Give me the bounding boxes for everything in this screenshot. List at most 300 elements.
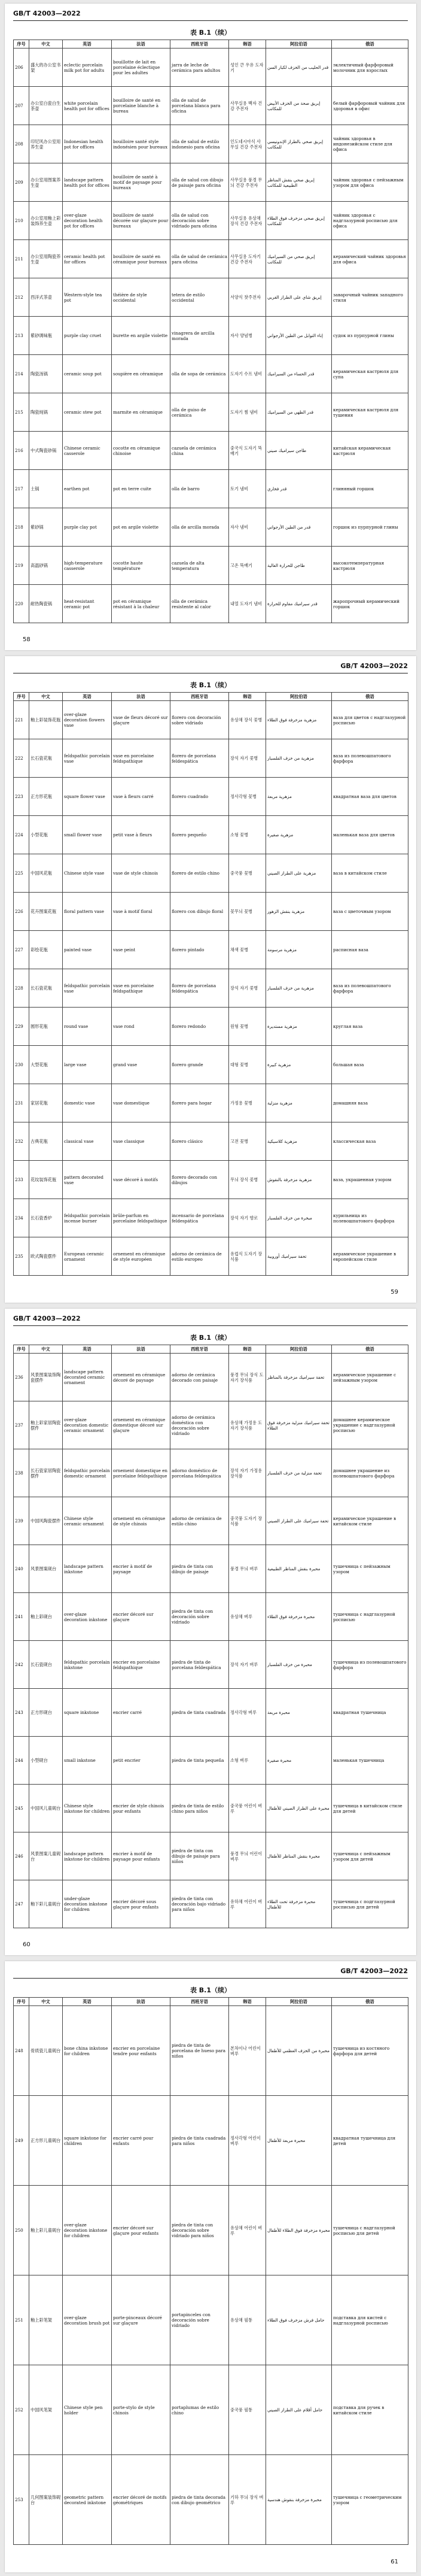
chinese-cell: 釉下彩儿童砚台 xyxy=(29,1880,63,1928)
russian-cell: подставка для кистей с надглазурной росписью xyxy=(332,2275,408,2365)
spanish-cell: florero pequeño xyxy=(170,816,229,854)
chinese-cell: 风景图案装饰陶瓷摆件 xyxy=(29,1354,63,1401)
chinese-cell: 办公室白瓷白生茶壶 xyxy=(29,87,63,125)
english-cell: feldspathic porcelain vase xyxy=(63,739,112,778)
table-row xyxy=(14,1497,408,1545)
arabic-cell: مزهرية من خزف الفلسبار xyxy=(266,739,332,778)
column-header: 中文 xyxy=(29,1998,63,2006)
row-number-cell: 208 xyxy=(14,125,29,163)
french-cell: théière de style occidental xyxy=(112,278,170,317)
spanish-cell: portapinceles con decoración sobre vidriado xyxy=(170,2275,229,2365)
spanish-cell: piedra de tinta cuadrada para niños xyxy=(170,2096,229,2186)
page-number: 58 xyxy=(23,636,30,643)
english-cell: round vase xyxy=(63,1008,112,1046)
english-cell: square inkstone xyxy=(63,1689,112,1737)
row-number-cell: 238 xyxy=(14,1449,29,1497)
arabic-cell: محبرة بنقش المناظر للأطفال xyxy=(266,1832,332,1880)
row-number-cell: 219 xyxy=(14,547,29,585)
chinese-cell: 釉上彩家居陶瓷摆件 xyxy=(29,1401,63,1449)
korean-cell: 정사각형 꽃병 xyxy=(229,778,266,816)
row-number-cell: 253 xyxy=(14,2455,29,2545)
row-number-cell: 247 xyxy=(14,1880,29,1928)
english-cell: floral pattern vase xyxy=(63,893,112,931)
korean-cell: 무늬 장식 꽃병 xyxy=(229,1161,266,1199)
column-header: 韩语 xyxy=(229,693,266,701)
chinese-cell: 中国风笔架 xyxy=(29,2365,63,2455)
table-row xyxy=(14,1689,408,1737)
korean-cell: 사무실용 도자기 건강 주전자 xyxy=(229,240,266,278)
korean-cell: 성인 큰 우유 도자기 xyxy=(229,48,266,87)
chinese-cell: 花纹装饰花瓶 xyxy=(29,1161,63,1199)
russian-cell: тушечница из полевошпатового фарфора xyxy=(332,1641,408,1689)
row-number-cell: 224 xyxy=(14,816,29,854)
french-cell: soupière en céramique xyxy=(112,355,170,393)
french-cell: ornement en céramique domestique décoré sur glaçure xyxy=(112,1401,170,1449)
english-cell: Chinese style inkstone for children xyxy=(63,1785,112,1832)
table-row xyxy=(14,202,408,240)
table-row xyxy=(14,278,408,317)
french-cell: grand vase xyxy=(112,1046,170,1084)
running-header: GB/T 42003—2022 xyxy=(340,1967,408,1975)
table-row xyxy=(14,739,408,778)
english-cell: landscape pattern health pot for offices xyxy=(63,163,112,202)
arabic-cell: إبريق صحي بنقش المناظر الطبيعية للمكاتب xyxy=(266,163,332,202)
russian-cell: чайник здоровья с надглазурной росписью для офиса xyxy=(332,202,408,240)
russian-cell: тушечница с пейзажным узором xyxy=(332,1545,408,1593)
table-header-row xyxy=(14,693,408,701)
english-cell: feldspathic porcelain inkstone xyxy=(63,1641,112,1689)
arabic-cell: محبرة من خزف الفلسبار xyxy=(266,1641,332,1689)
document-page xyxy=(5,1309,416,1955)
english-cell: geometric pattern decorated inkstone xyxy=(63,2455,112,2545)
english-cell: high-temperature casserole xyxy=(63,547,112,585)
korean-cell: 중국풍 도자기 장식품 xyxy=(229,1497,266,1545)
arabic-cell: حامل فرش مزخرف فوق الطلاء xyxy=(266,2275,332,2365)
running-header: GB/T 42003—2022 xyxy=(13,10,81,17)
arabic-cell: إبريق صحي بالطراز الإندونيسي للمكاتب xyxy=(266,125,332,163)
spanish-cell: olla de salud de estilo indonesio para oficina xyxy=(170,125,229,163)
french-cell: vase peint xyxy=(112,931,170,969)
french-cell: encrier décoré de motifs géométriques xyxy=(112,2455,170,2545)
table-row xyxy=(14,893,408,931)
spanish-cell: olla de salud de porcelana blanca para oficina xyxy=(170,87,229,125)
column-header: 中文 xyxy=(29,1345,63,1354)
column-header: 英语 xyxy=(63,40,112,48)
english-cell: purple clay pot xyxy=(63,508,112,547)
korean-cell: 정사각형 벼루 xyxy=(229,1689,266,1737)
french-cell: bouilloire santé style indonésien pour bureaux xyxy=(112,125,170,163)
korean-cell: 소형 꽃병 xyxy=(229,816,266,854)
korean-cell: 기하 무늬 장식 벼루 xyxy=(229,2455,266,2545)
spanish-cell: portaplumas de estilo chino xyxy=(170,2365,229,2455)
chinese-cell: 釉上彩笔架 xyxy=(29,2275,63,2365)
column-header: 英语 xyxy=(63,1998,112,2006)
russian-cell: квадратная ваза для цветов xyxy=(332,778,408,816)
english-cell: earthen pot xyxy=(63,470,112,508)
korean-cell: 중국풍 어린이 벼루 xyxy=(229,1785,266,1832)
column-header: 序号 xyxy=(14,1998,29,2006)
arabic-cell: قدر الحساء من السيراميك xyxy=(266,355,332,393)
korean-cell: 인도네시아식 사무실 건강 주전자 xyxy=(229,125,266,163)
russian-cell: высокотемпературная кастрюля xyxy=(332,547,408,585)
table-row xyxy=(14,547,408,585)
row-number-cell: 250 xyxy=(14,2186,29,2275)
russian-cell: курильница из полевошпатового фарфора xyxy=(332,1199,408,1237)
spanish-cell: vinagrera de arcilla morada xyxy=(170,317,229,355)
chinese-cell: 大型花瓶 xyxy=(29,1046,63,1084)
korean-cell: 채색 꽃병 xyxy=(229,931,266,969)
chinese-cell: 办公室用图案养生壶 xyxy=(29,163,63,202)
english-cell: over-glaze decoration flowers vase xyxy=(63,701,112,739)
russian-cell: классическая ваза xyxy=(332,1122,408,1161)
korean-cell: 유상채 필통 xyxy=(229,2275,266,2365)
chinese-cell: 釉上彩砚台 xyxy=(29,1593,63,1641)
russian-cell: белый фарфоровый чайник для здоровья в офис xyxy=(332,87,408,125)
table-row xyxy=(14,470,408,508)
korean-cell: 장석 자기 꽃병 xyxy=(229,739,266,778)
arabic-cell: قدر فخاري xyxy=(266,470,332,508)
table-row xyxy=(14,2365,408,2455)
russian-cell: тушечница в китайском стиле для детей xyxy=(332,1785,408,1832)
arabic-cell: مزهرية منزلية xyxy=(266,1084,332,1122)
korean-cell: 장석 자기 향로 xyxy=(229,1199,266,1237)
spanish-cell: piedra de tinta de porcelana de hueso para niños xyxy=(170,2006,229,2096)
chinese-cell: 西洋式茶壶 xyxy=(29,278,63,317)
russian-cell: квадратная тушечница для детей xyxy=(332,2096,408,2186)
chinese-cell: 盛大的办公室书架 xyxy=(29,48,63,87)
row-number-cell: 214 xyxy=(14,355,29,393)
russian-cell: ваза, украшенная узором xyxy=(332,1161,408,1199)
column-header: 西班牙语 xyxy=(170,40,229,48)
korean-cell: 유상채 가정용 도자기 장식품 xyxy=(229,1401,266,1449)
column-header: 西班牙语 xyxy=(170,1998,229,2006)
chinese-cell: 办公室用釉上彩装饰养生壶 xyxy=(29,202,63,240)
column-header: 阿拉伯语 xyxy=(266,1998,332,2006)
column-header: 中文 xyxy=(29,40,63,48)
row-number-cell: 249 xyxy=(14,2096,29,2186)
english-cell: ceramic health pot for offices xyxy=(63,240,112,278)
column-header: 西班牙语 xyxy=(170,693,229,701)
row-number-cell: 222 xyxy=(14,739,29,778)
arabic-cell: مزهرية كبيرة xyxy=(266,1046,332,1084)
english-cell: over-glaze decoration inkstone xyxy=(63,1593,112,1641)
table-row xyxy=(14,1832,408,1880)
russian-cell: керамическая кастрюля для супа xyxy=(332,355,408,393)
french-cell: vase à motif floral xyxy=(112,893,170,931)
english-cell: Chinese ceramic casserole xyxy=(63,432,112,470)
table-row xyxy=(14,125,408,163)
arabic-cell: تحفة منزلية من خزف الفلسبار xyxy=(266,1449,332,1497)
english-cell: square inkstone for children xyxy=(63,2096,112,2186)
document-page xyxy=(5,656,416,1303)
table-row xyxy=(14,240,408,278)
chinese-cell: 正方形花瓶 xyxy=(29,778,63,816)
row-number-cell: 245 xyxy=(14,1785,29,1832)
french-cell: vase classique xyxy=(112,1122,170,1161)
russian-cell: керамический чайник здоровья для офиса xyxy=(332,240,408,278)
russian-cell: керамическое украшение в китайском стиле xyxy=(332,1497,408,1545)
korean-cell: 사무실용 백자 건강 주전자 xyxy=(229,87,266,125)
row-number-cell: 236 xyxy=(14,1354,29,1401)
russian-cell: круглая ваза xyxy=(332,1008,408,1046)
french-cell: encrier décoré sous glaçure pour enfants xyxy=(112,1880,170,1928)
running-header: GB/T 42003—2022 xyxy=(340,662,408,670)
table-row xyxy=(14,1122,408,1161)
spanish-cell: florero clásico xyxy=(170,1122,229,1161)
table-row xyxy=(14,1880,408,1928)
russian-cell: судок из пурпурной глины xyxy=(332,317,408,355)
french-cell: pot en argile violette xyxy=(112,508,170,547)
chinese-cell: 正方形砚台 xyxy=(29,1689,63,1737)
korean-cell: 도자기 수프 냄비 xyxy=(229,355,266,393)
row-number-cell: 217 xyxy=(14,470,29,508)
spanish-cell: florero de porcelana feldespática xyxy=(170,969,229,1008)
row-number-cell: 240 xyxy=(14,1545,29,1593)
english-cell: under-glaze decoration inkstone for children xyxy=(63,1880,112,1928)
arabic-cell: مزهرية مستديرة xyxy=(266,1008,332,1046)
spanish-cell: florero de porcelana feldespática xyxy=(170,739,229,778)
russian-cell: большая ваза xyxy=(332,1046,408,1084)
column-header: 法语 xyxy=(112,693,170,701)
arabic-cell: محبرة من الخزف العظمي للأطفال xyxy=(266,2006,332,2096)
spanish-cell: florero redondo xyxy=(170,1008,229,1046)
table-title: 表 B.1（续） xyxy=(190,1334,231,1342)
row-number-cell: 210 xyxy=(14,202,29,240)
english-cell: feldspathic porcelain domestic ornament xyxy=(63,1449,112,1497)
korean-cell: 도자기 찜 냄비 xyxy=(229,393,266,432)
column-header: 阿拉伯语 xyxy=(266,693,332,701)
russian-cell: ваза из полевошпатового фарфора xyxy=(332,739,408,778)
french-cell: ornement en céramique de style chinois xyxy=(112,1497,170,1545)
terminology-table xyxy=(13,692,408,1276)
row-number-cell: 248 xyxy=(14,2006,29,2096)
english-cell: Chinese style pen holder xyxy=(63,2365,112,2455)
arabic-cell: محبرة مربعة xyxy=(266,1689,332,1737)
table-row xyxy=(14,854,408,893)
column-header: 韩语 xyxy=(229,1998,266,2006)
arabic-cell: مزهرية بنقش الزهور xyxy=(266,893,332,931)
table-row xyxy=(14,163,408,202)
russian-cell: тушечница с надглазурной росписью для детей xyxy=(332,2186,408,2275)
arabic-cell: طاجن للحرارة العالية xyxy=(266,547,332,585)
french-cell: cocotte en céramique chinoise xyxy=(112,432,170,470)
spanish-cell: adorno de cerámica doméstica con decoración sobre vidriado xyxy=(170,1401,229,1449)
arabic-cell: إبريق صحي مزخرف فوق الطلاء للمكاتب xyxy=(266,202,332,240)
arabic-cell: محبرة صغيرة xyxy=(266,1737,332,1785)
chinese-cell: 中国风陶瓷摆件 xyxy=(29,1497,63,1545)
table-row xyxy=(14,2186,408,2275)
row-number-cell: 226 xyxy=(14,893,29,931)
row-number-cell: 215 xyxy=(14,393,29,432)
french-cell: cocotte haute température xyxy=(112,547,170,585)
chinese-cell: 家居花瓶 xyxy=(29,1084,63,1122)
russian-cell: чайник здоровья в индонезийском стиле для офиса xyxy=(332,125,408,163)
korean-cell: 유상채 벼루 xyxy=(229,1593,266,1641)
running-header: GB/T 42003—2022 xyxy=(13,1315,81,1322)
french-cell: porte-pinceaux décoré sur glaçure xyxy=(112,2275,170,2365)
row-number-cell: 246 xyxy=(14,1832,29,1880)
arabic-cell: مزهرية مزخرفة فوق الطلاء xyxy=(266,701,332,739)
table-row xyxy=(14,317,408,355)
column-header: 西班牙语 xyxy=(170,1345,229,1354)
english-cell: eclectic porcelain milk pot for adults xyxy=(63,48,112,87)
english-cell: European ceramic ornament xyxy=(63,1237,112,1276)
column-header: 英语 xyxy=(63,693,112,701)
row-number-cell: 239 xyxy=(14,1497,29,1545)
arabic-cell: محبرة مزخرفة بنقوش هندسية xyxy=(266,2455,332,2545)
russian-cell: домашнее украшение из полевошпатового фарфора xyxy=(332,1449,408,1497)
row-number-cell: 237 xyxy=(14,1401,29,1449)
chinese-cell: 正方形儿童砚台 xyxy=(29,2096,63,2186)
chinese-cell: 紫砂调味瓶 xyxy=(29,317,63,355)
french-cell: vase en porcelaine feldspathique xyxy=(112,739,170,778)
row-number-cell: 220 xyxy=(14,585,29,623)
korean-cell: 유럽식 도자기 장식품 xyxy=(229,1237,266,1276)
arabic-cell: مزهرية مزخرفة بالنقوش xyxy=(266,1161,332,1199)
chinese-cell: 中国风花瓶 xyxy=(29,854,63,893)
table-row xyxy=(14,355,408,393)
french-cell: bouillotte de lait en porcelaine éclectique pour les adultes xyxy=(112,48,170,87)
spanish-cell: piedra de tinta decorada con dibujo geométrico xyxy=(170,2455,229,2545)
english-cell: over-glaze decoration brush pot xyxy=(63,2275,112,2365)
row-number-cell: 221 xyxy=(14,701,29,739)
korean-cell: 토기 냄비 xyxy=(229,470,266,508)
arabic-cell: محبرة مزخرفة فوق الطلاء xyxy=(266,1593,332,1641)
page-number: 61 xyxy=(391,2559,398,2565)
spanish-cell: cazuela de cerámica china xyxy=(170,432,229,470)
korean-cell: 소형 벼루 xyxy=(229,1737,266,1785)
chinese-cell: 长石瓷香炉 xyxy=(29,1199,63,1237)
french-cell: encrier carré xyxy=(112,1689,170,1737)
table-row xyxy=(14,1046,408,1084)
spanish-cell: florero de estilo chino xyxy=(170,854,229,893)
french-cell: vase de style chinois xyxy=(112,854,170,893)
arabic-cell: قدر الطهي من السيراميك xyxy=(266,393,332,432)
table-row xyxy=(14,1737,408,1785)
spanish-cell: jarra de leche de cerámica para adultos xyxy=(170,48,229,87)
arabic-cell: مزهرية صغيرة xyxy=(266,816,332,854)
chinese-cell: 釉上彩装饰花瓶 xyxy=(29,701,63,739)
header-rule xyxy=(13,1325,408,1326)
russian-cell: подставка для ручек в китайском стиле xyxy=(332,2365,408,2455)
column-header: 序号 xyxy=(14,40,29,48)
english-cell: small inkstone xyxy=(63,1737,112,1785)
row-number-cell: 233 xyxy=(14,1161,29,1199)
spanish-cell: adorno de cerámica de estilo europeo xyxy=(170,1237,229,1276)
arabic-cell: محبرة مربعة للأطفال xyxy=(266,2096,332,2186)
korean-cell: 본차이나 어린이 벼루 xyxy=(229,2006,266,2096)
spanish-cell: cazuela de alta temperatura xyxy=(170,547,229,585)
french-cell: encrier en porcelaine feldspathique xyxy=(112,1641,170,1689)
row-number-cell: 232 xyxy=(14,1122,29,1161)
russian-cell: тушечница с геометрическим узором xyxy=(332,2455,408,2545)
column-header: 俄语 xyxy=(332,1345,408,1354)
korean-cell: 장석 자기 꽃병 xyxy=(229,969,266,1008)
chinese-cell: 办公室用陶瓷养生壶 xyxy=(29,240,63,278)
arabic-cell: مزهرية مرسومة xyxy=(266,931,332,969)
column-header: 阿拉伯语 xyxy=(266,1345,332,1354)
chinese-cell: 耐热陶瓷锅 xyxy=(29,585,63,623)
table-row xyxy=(14,1449,408,1497)
russian-cell: глиняный горшок xyxy=(332,470,408,508)
french-cell: bouilloire de santé en porcelaine blanche à bureau xyxy=(112,87,170,125)
english-cell: square flower vase xyxy=(63,778,112,816)
chinese-cell: 陶瓷汤锅 xyxy=(29,355,63,393)
chinese-cell: 长石瓷花瓶 xyxy=(29,969,63,1008)
chinese-cell: 花卉图案花瓶 xyxy=(29,893,63,931)
french-cell: vase décoré à motifs xyxy=(112,1161,170,1199)
french-cell: pot en céramique résistant à la chaleur xyxy=(112,585,170,623)
spanish-cell: incensario de porcelana feldespática xyxy=(170,1199,229,1237)
russian-cell: жаропрочный керамический горшок xyxy=(332,585,408,623)
column-header: 俄语 xyxy=(332,40,408,48)
english-cell: feldspathic porcelain incense burner xyxy=(63,1199,112,1237)
korean-cell: 유하채 어린이 벼루 xyxy=(229,1880,266,1928)
page-number: 59 xyxy=(391,1289,398,1295)
korean-cell: 대형 꽃병 xyxy=(229,1046,266,1084)
chinese-cell: 中国风儿童砚台 xyxy=(29,1785,63,1832)
french-cell: encrier de style chinois pour enfants xyxy=(112,1785,170,1832)
spanish-cell: olla de salud de cerámica para oficina xyxy=(170,240,229,278)
russian-cell: горшок из пурпурной глины xyxy=(332,508,408,547)
terminology-table xyxy=(13,40,408,623)
arabic-cell: محبرة مزخرفة تحت الطلاء للأطفال xyxy=(266,1880,332,1928)
spanish-cell: adorno doméstico de porcelana feldespática xyxy=(170,1449,229,1497)
arabic-cell: تحفة سيراميك مزخرفة بالمناظر xyxy=(266,1354,332,1401)
korean-cell: 서양식 찻주전자 xyxy=(229,278,266,317)
table-row xyxy=(14,87,408,125)
russian-cell: домашнее керамическое украшение с надглазурной росписью xyxy=(332,1401,408,1449)
french-cell: bouilloire de santé en céramique pour bureaux xyxy=(112,240,170,278)
french-cell: encrier décoré sur glaçure xyxy=(112,1593,170,1641)
table-header-row xyxy=(14,1345,408,1354)
terminology-table xyxy=(13,1997,408,2545)
row-number-cell: 229 xyxy=(14,1008,29,1046)
spanish-cell: florero para hogar xyxy=(170,1084,229,1122)
english-cell: Chinese style vase xyxy=(63,854,112,893)
table-header-row xyxy=(14,1998,408,2006)
russian-cell: маленькая ваза для цветов xyxy=(332,816,408,854)
korean-cell: 고전 꽃병 xyxy=(229,1122,266,1161)
table-row xyxy=(14,1199,408,1237)
column-header: 俄语 xyxy=(332,693,408,701)
english-cell: classical vase xyxy=(63,1122,112,1161)
russian-cell: эклектичный фарфоровый молочник для взрослых xyxy=(332,48,408,87)
russian-cell: тушечница с подглазурной росписью для детей xyxy=(332,1880,408,1928)
arabic-cell: محبرة بنقش المناظر الطبيعية xyxy=(266,1545,332,1593)
french-cell: ornement domestique en porcelaine feldspathique xyxy=(112,1449,170,1497)
table-row xyxy=(14,1354,408,1401)
french-cell: encrier carré pour enfants xyxy=(112,2096,170,2186)
korean-cell: 풍경 무늬 벼루 xyxy=(229,1545,266,1593)
french-cell: encrier décoré sur glaçure pour enfants xyxy=(112,2186,170,2275)
french-cell: petit encrier xyxy=(112,1737,170,1785)
table-row xyxy=(14,508,408,547)
chinese-cell: 小型花瓶 xyxy=(29,816,63,854)
row-number-cell: 207 xyxy=(14,87,29,125)
row-number-cell: 228 xyxy=(14,969,29,1008)
table-row xyxy=(14,931,408,969)
french-cell: vase à fleurs carré xyxy=(112,778,170,816)
chinese-cell: 土锅 xyxy=(29,470,63,508)
korean-cell: 고온 뚝배기 xyxy=(229,547,266,585)
english-cell: white porcelain health pot for offices xyxy=(63,87,112,125)
russian-cell: расписная ваза xyxy=(332,931,408,969)
row-number-cell: 227 xyxy=(14,931,29,969)
russian-cell: тушечница из костяного фарфора для детей xyxy=(332,2006,408,2096)
arabic-cell: محبرة على الطراز الصيني للأطفال xyxy=(266,1785,332,1832)
table-row xyxy=(14,701,408,739)
